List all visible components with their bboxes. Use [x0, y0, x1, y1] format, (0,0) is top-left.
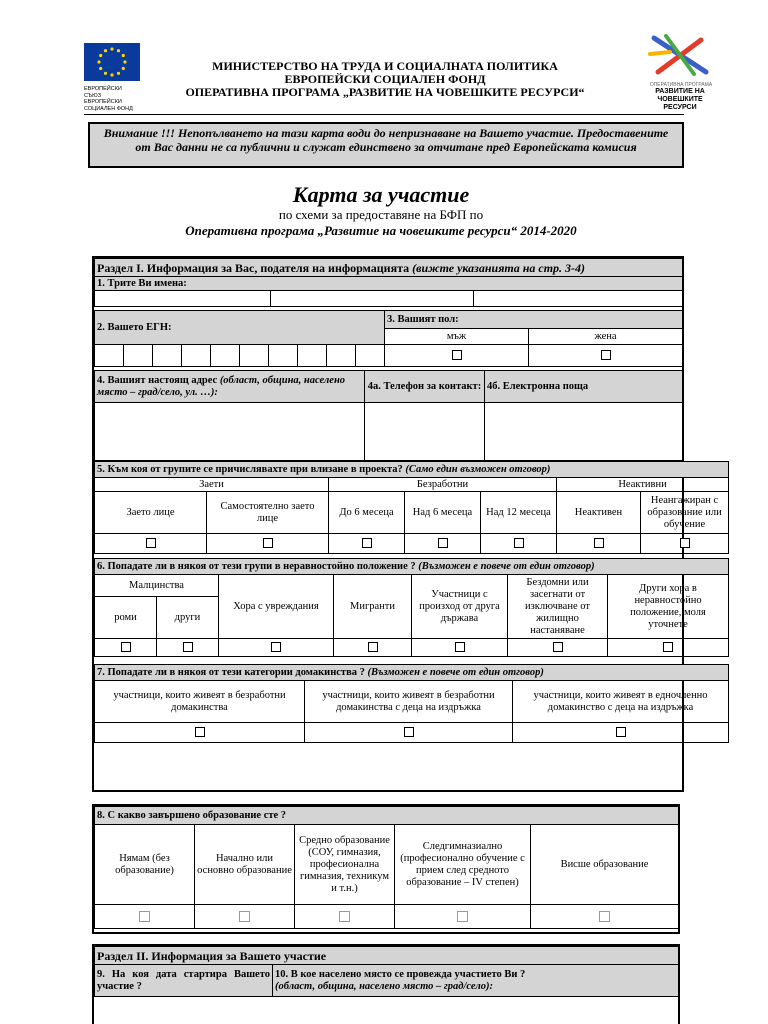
q5-group-employed: Заети — [95, 478, 329, 492]
hrd-logo-small: ОПЕРАТИВНА ПРОГРАМА — [649, 82, 713, 88]
q8-option-label: Начално или основно образование — [195, 825, 295, 905]
q5-group-inactive: Неактивни — [557, 478, 729, 492]
q9-label: 9. На коя дата стартира Вашето участие ? — [95, 965, 273, 997]
q7-checkbox-unemployed-household[interactable] — [195, 727, 205, 737]
section1-identity-table — [94, 258, 683, 307]
ministry-line3: ОПЕРАТИВНА ПРОГРАМА „РАЗВИТИЕ НА ЧОВЕШКИТЕ РЕСУРСИ“ — [185, 85, 585, 99]
q4b-label: 4б. Електронна поща — [485, 371, 683, 403]
q6-checkbox-homeless[interactable] — [553, 642, 563, 652]
form-subtitle-2: Оперативна програма „Развитие на човешките ресурси“ 2014-2020 — [185, 223, 577, 238]
q5-table — [94, 461, 729, 554]
form-title: Карта за участие — [292, 182, 470, 207]
hrd-cross-icon — [646, 32, 716, 77]
q4-label: 4. Вашият настоящ адрес (област, община, населено място – град/село, ул. …): — [95, 371, 365, 403]
q5-checkbox-neet[interactable] — [680, 538, 690, 548]
q6-checkbox-other-disadvantaged[interactable] — [663, 642, 673, 652]
form-title-block — [96, 182, 666, 239]
q8-checkbox-none[interactable] — [139, 911, 150, 922]
q6-option-label: Участници с произход от друга държава — [412, 575, 508, 639]
hrd-logo — [636, 32, 726, 111]
q3-label: 3. Вашият пол: — [385, 311, 683, 329]
q6-option-label: Мигранти — [334, 575, 412, 639]
first-name-field[interactable] — [95, 291, 271, 307]
q6-option-label: Хора с увреждания — [219, 575, 334, 639]
egn-digit-10[interactable] — [356, 345, 385, 367]
eu-logo — [84, 43, 142, 112]
gender-male-checkbox[interactable] — [452, 350, 462, 360]
q4a-label: 4а. Телефон за контакт: — [365, 371, 485, 403]
email-field[interactable] — [485, 403, 683, 461]
q5-option-label: Неангажиран с образование или обучение — [641, 492, 729, 534]
q6-option-label: роми — [95, 597, 157, 639]
hrd-logo-caption: РАЗВИТИЕ НА ЧОВЕШКИТЕ РЕСУРСИ — [655, 88, 705, 111]
last-name-field[interactable] — [474, 291, 683, 307]
q5-checkbox-self-employed[interactable] — [263, 538, 273, 548]
q6-table — [94, 558, 729, 657]
q2-label: 2. Вашето ЕГН: — [95, 311, 385, 345]
q7-checkbox-unemployed-with-children[interactable] — [404, 727, 414, 737]
q6-checkbox-other-minority[interactable] — [183, 642, 193, 652]
q8-table — [94, 806, 679, 929]
q5-option-label: Над 6 месеца — [405, 492, 481, 534]
warning-box — [88, 122, 684, 168]
egn-digit-7[interactable] — [269, 345, 298, 367]
section2-title: Раздел II. Информация за Вашето участие — [95, 947, 679, 965]
address-field[interactable] — [95, 403, 365, 461]
egn-digit-3[interactable] — [153, 345, 182, 367]
form-subtitle-1: по схеми за предоставяне на БФП по — [278, 207, 484, 222]
q5-option-label: Заето лице — [95, 492, 207, 534]
q6-option-label: Други хора в неравностойно положение, моля уточнете — [608, 575, 729, 639]
contact-table — [94, 370, 683, 461]
q5-checkbox-over-12m[interactable] — [514, 538, 524, 548]
warning-text: Внимание !!! Непопълването на тази карта води до непризнаване на Вашето участие. Предоставените от Вас данни не са публични и служат единствено за отчитане пред Европейската комисия — [103, 126, 669, 154]
ministry-line2: ЕВРОПЕЙСКИ СОЦИАЛЕН ФОНД — [284, 72, 486, 86]
q8-checkbox-post-secondary[interactable] — [457, 911, 468, 922]
q5-option-label: Неактивен — [557, 492, 641, 534]
q7-option-label: участници, които живеят в безработни домакинства с деца на издръжка — [305, 681, 513, 723]
q8-option-label: Следгимназиално (професионално обучение с прием след средното образование – IV степен) — [395, 825, 531, 905]
q6-checkbox-roma[interactable] — [121, 642, 131, 652]
q8-label: 8. С какво завършено образование сте ? — [95, 807, 679, 825]
q6-checkbox-foreign-origin[interactable] — [455, 642, 465, 652]
middle-name-field[interactable] — [271, 291, 474, 307]
eu-flag-icon — [84, 43, 140, 81]
q7-table — [94, 664, 729, 743]
q6-minorities-label: Малцинства — [95, 575, 219, 597]
ministry-line1: МИНИСТЕРСТВО НА ТРУДА И СОЦИАЛНАТА ПОЛИТИКА — [212, 59, 558, 73]
q5-option-label: Самостоятелно заето лице — [207, 492, 329, 534]
gender-female-label: жена — [529, 329, 683, 345]
q6-label: 6. Попадате ли в някоя от тези групи в неравностойно положение ? (Възможен е повече от един отговор) — [95, 559, 729, 575]
q7-label: 7. Попадате ли в някоя от тези категории домакинства ? (Възможен е повече от един отговор) — [95, 665, 729, 681]
egn-digit-4[interactable] — [182, 345, 211, 367]
egn-digit-9[interactable] — [327, 345, 356, 367]
q8-checkbox-secondary[interactable] — [339, 911, 350, 922]
egn-digit-2[interactable] — [124, 345, 153, 367]
phone-field[interactable] — [365, 403, 485, 461]
section1-title: Раздел I. Информация за Вас, подателя на информацията (вижте указанията на стр. 3-4) — [95, 259, 683, 277]
q5-checkbox-employed[interactable] — [146, 538, 156, 548]
egn-digit-5[interactable] — [211, 345, 240, 367]
header-rule — [84, 114, 684, 115]
q10-label: 10. В кое населено място се провежда участието Ви ? (област, община, населено място – град/село): — [273, 965, 679, 997]
q6-option-label: Бездомни или засегнати от изключване от жилищно настаняване — [508, 575, 608, 639]
egn-digit-8[interactable] — [298, 345, 327, 367]
gender-female-checkbox[interactable] — [601, 350, 611, 360]
egn-digit-6[interactable] — [240, 345, 269, 367]
q5-checkbox-over-6m[interactable] — [438, 538, 448, 548]
q5-checkbox-under-6m[interactable] — [362, 538, 372, 548]
q6-checkbox-disabilities[interactable] — [271, 642, 281, 652]
q8-checkbox-primary[interactable] — [239, 911, 250, 922]
gender-male-label: мъж — [385, 329, 529, 345]
q8-option-label: Средно образование (СОУ, гимназия, професионална гимназия, техникум и т.н.) — [295, 825, 395, 905]
q1-label: 1. Трите Ви имена: — [95, 277, 683, 291]
ministry-header — [150, 60, 620, 99]
q7-option-label: участници, които живеят в безработни домакинства — [95, 681, 305, 723]
q8-option-label: Висше образование — [531, 825, 679, 905]
q7-checkbox-single-adult-with-children[interactable] — [616, 727, 626, 737]
q5-group-unemployed: Безработни — [329, 478, 557, 492]
q8-option-label: Нямам (без образование) — [95, 825, 195, 905]
q6-checkbox-migrants[interactable] — [368, 642, 378, 652]
q5-option-label: Над 12 месеца — [481, 492, 557, 534]
eu-logo-caption: ЕВРОПЕЙСКИ СЪЮЗ ЕВРОПЕЙСКИ СОЦИАЛЕН ФОНД — [84, 86, 133, 112]
q5-checkbox-inactive[interactable] — [594, 538, 604, 548]
egn-digit-1[interactable] — [95, 345, 124, 367]
q7-option-label: участници, които живеят в едночленно домакинство с деца на издръжка — [513, 681, 729, 723]
q6-option-label: други — [157, 597, 219, 639]
section2-table — [94, 946, 679, 997]
q5-option-label: До 6 месеца — [329, 492, 405, 534]
q5-label: 5. Към коя от групите се причислявахте при влизане в проекта? (Само един възможен отговор) — [95, 462, 729, 478]
q8-checkbox-higher[interactable] — [599, 911, 610, 922]
egn-gender-table — [94, 310, 683, 367]
